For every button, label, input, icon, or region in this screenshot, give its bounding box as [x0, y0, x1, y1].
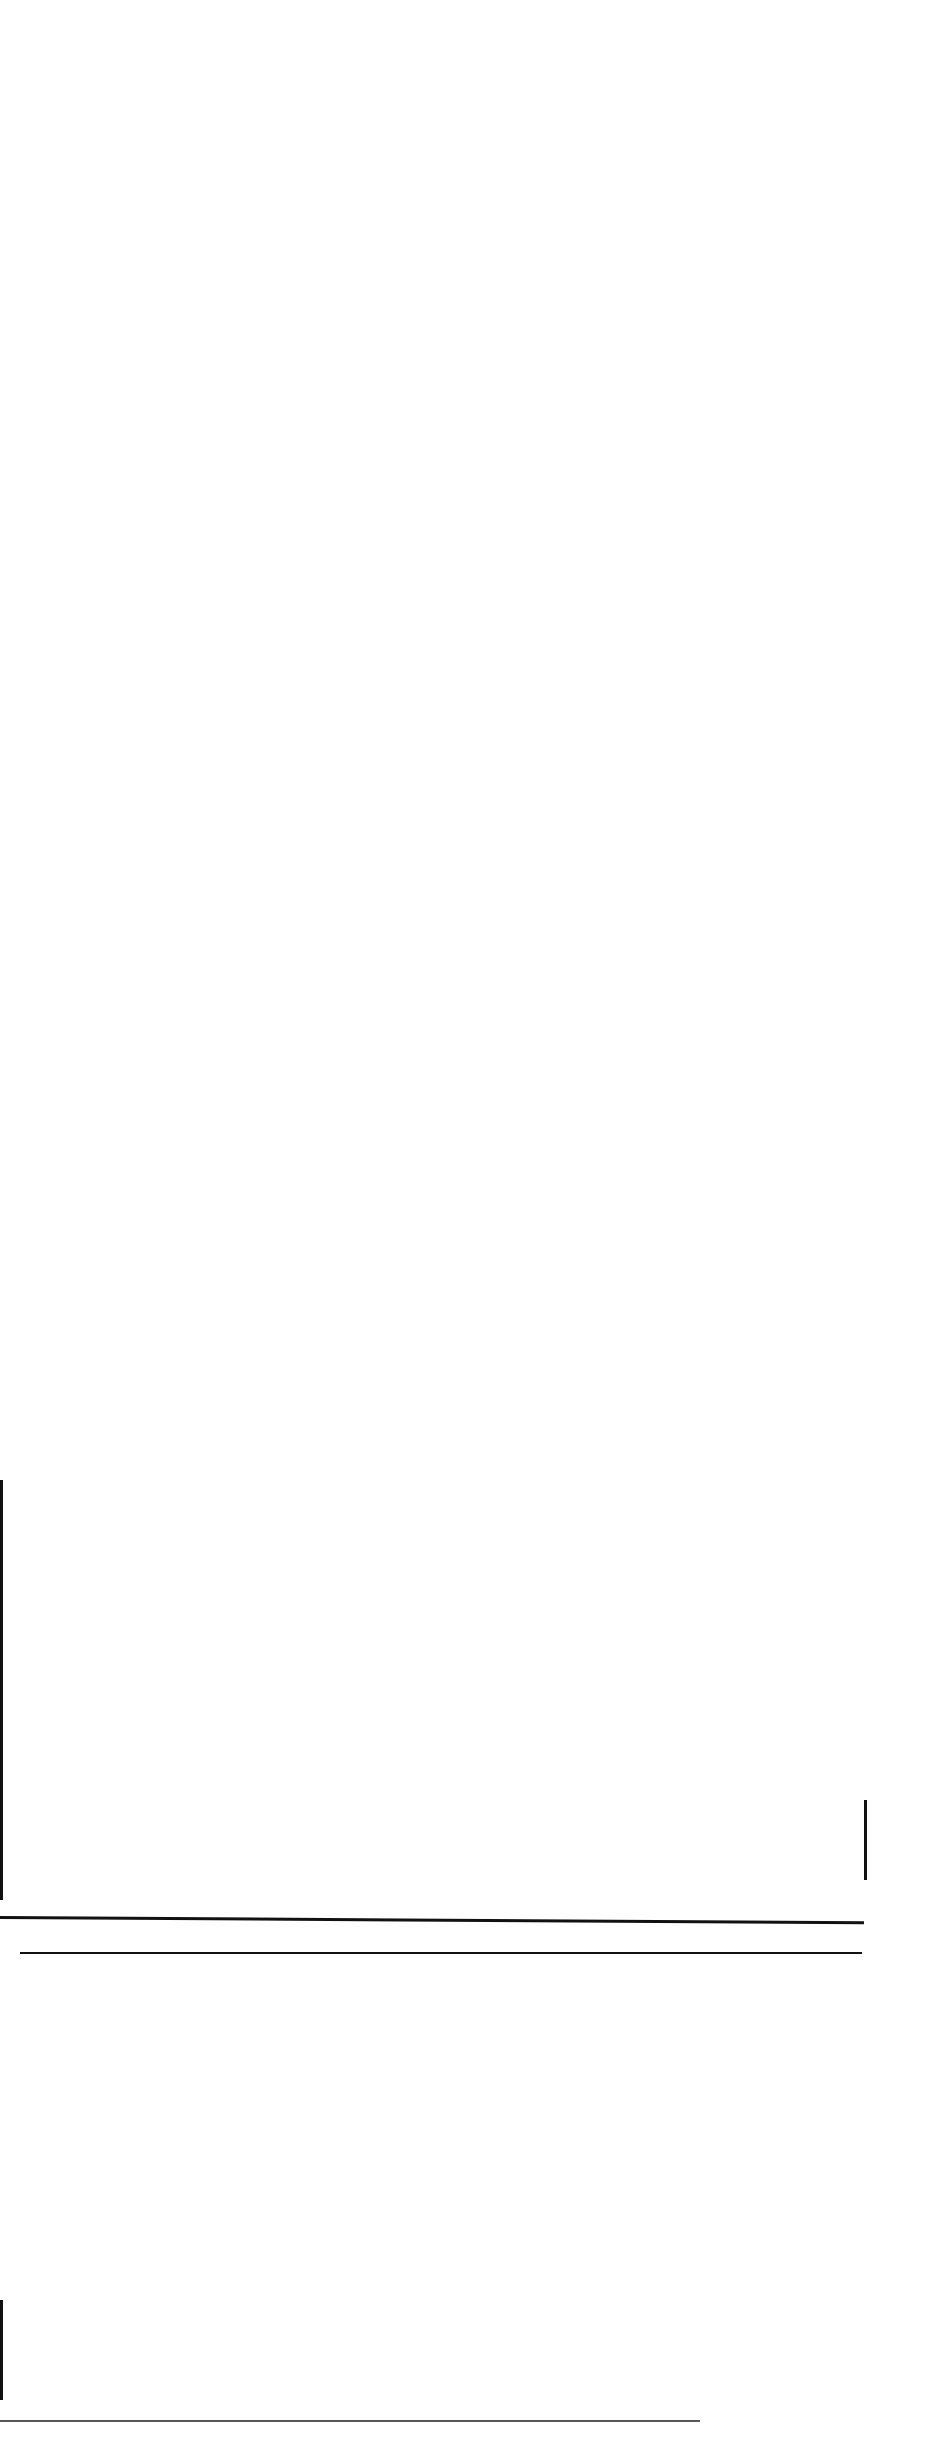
- thin-rule: [20, 1952, 862, 1954]
- article-column-bottom: [0, 1950, 936, 2390]
- bottom-left-edge: [0, 2300, 3, 2400]
- right-edge-tick: [864, 1800, 867, 1880]
- bottom-rule: [0, 2420, 700, 2422]
- left-edge-line: [0, 1480, 3, 1900]
